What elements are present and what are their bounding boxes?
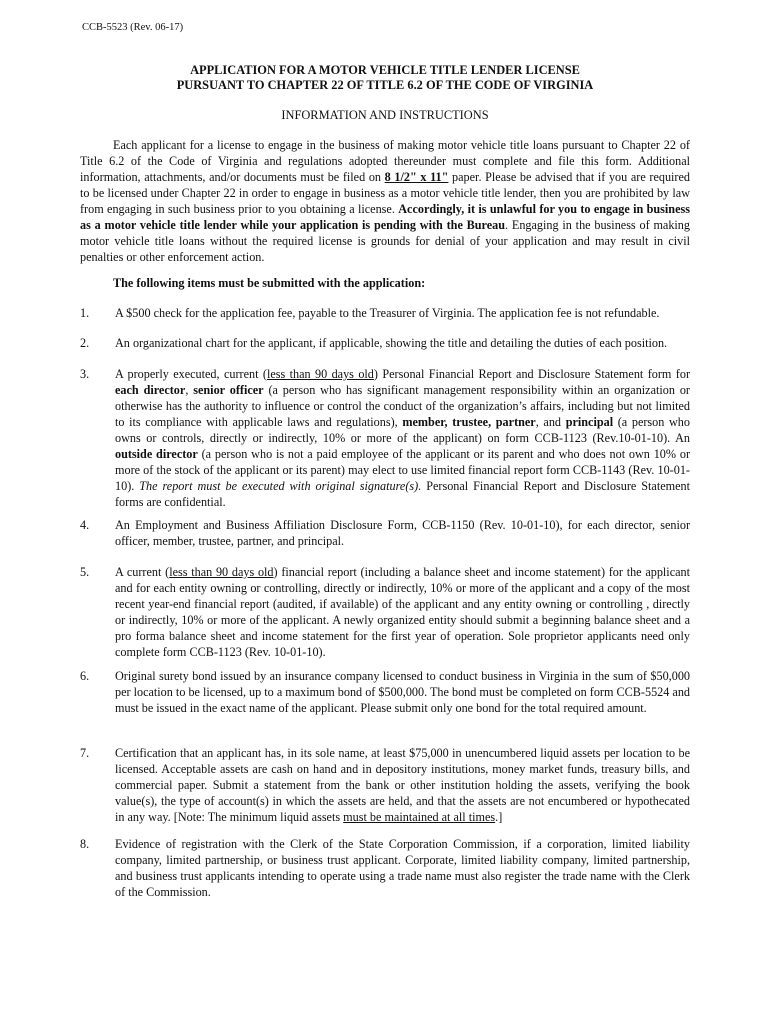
- item-number: 1.: [80, 306, 90, 320]
- item-text: Evidence of registration with the Clerk of the State Corporation Commission, if a corporation, limited liability company, limited partnership, or business trust applicant. Corporate, limited liability company, limited partnership, and business trust applicants intending to operate using a trade name must also register the trade name with the Clerk of the Commission.: [115, 837, 690, 899]
- item-text: A current (less than 90 days old) financial report (including a balance sheet and income statement) for the applicant and for each entity owning or controlling, directly or indirectly, 10% or more of the applicant and a copy of the most recent year-end financial report (audited, if available) of the applicant and any entity owning or controlling , directly or indirectly, 10% or more of the applicant. A newly organized entity should submit a beginning balance sheet and a pro forma balance sheet and income statement for the first year of operation. Sole proprietor applicants need only complete form CCB-1123 (Rev. 10-01-10).: [115, 565, 690, 659]
- item-text: An Employment and Business Affiliation Disclosure Form, CCB-1150 (Rev. 10-01-10), for each director, senior officer, member, trustee, partner, and principal.: [115, 518, 690, 548]
- paper-size: 8 1/2" x 11": [384, 170, 449, 184]
- title-line-2: PURSUANT TO CHAPTER 22 OF TITLE 6.2 OF THE CODE OF VIRGINIA: [176, 77, 594, 92]
- list-item: [80, 366, 690, 510]
- list-item: [80, 305, 690, 321]
- document-title: [80, 63, 690, 92]
- item-number: 7.: [80, 746, 90, 760]
- list-item: [80, 745, 690, 825]
- item-text: A $500 check for the application fee, payable to the Treasurer of Virginia. The application fee is not refundable.: [115, 306, 660, 320]
- item-number: 5.: [80, 565, 90, 579]
- item-number: 3.: [80, 367, 90, 381]
- unlawful-warning: Accordingly, it is unlawful for you to engage in business as a motor vehicle title lender while your application is pending with the Bureau: [80, 202, 690, 232]
- item-text: A properly executed, current (less than 90 days old) Personal Financial Report and Disclosure Statement form for each director, senior officer (a person who has significant management responsibility within an organization or otherwise has the authority to influence or control the conduct of the organization’s affairs, including but not limited to its compliance with applicable laws and regulations), member, trustee, partner, and principal (a person who owns or controls, directly or indirectly, 10% or more of the applicant) on form CCB-1123 (Rev.10-01-10). An outside director (a person who is not a paid employee of the applicant or its parent and who does not own 10% or more of the stock of the applicant or its parent) may elect to use limited financial report form CCB-1143 (Rev. 10-01-10). The report must be executed with original signature(s). Personal Financial Report and Disclosure Statement forms are confidential.: [115, 367, 690, 509]
- item-number: 4.: [80, 518, 90, 532]
- item-text: An organizational chart for the applicant, if applicable, showing the title and detailing the duties of each position.: [115, 336, 668, 350]
- item-number: 6.: [80, 669, 90, 683]
- section-heading: INFORMATION AND INSTRUCTIONS: [281, 108, 489, 122]
- form-number: CCB-5523 (Rev. 06-17): [82, 22, 184, 33]
- intro-paragraph: Each applicant for a license to engage in the business of making motor vehicle title loans pursuant to Chapter 22 of Title 6.2 of the Code of Virginia and regulations adopted thereunder must complete and file this form. Additional information, attachments, and/or documents must be filed on 8 1/2" x 11" paper. Please be advised that if you are required to be licensed under Chapter 22 in order to engage in business as a motor vehicle title lender, then you are prohibited by law from engaging in such business prior to you obtaining a license. Accordingly, it is unlawful for you to engage in business as a motor vehicle title lender while your application is pending with the Bureau. Engaging in the business of making motor vehicle title loans without the required license is grounds for denial of your application and may result in civil penalties or other enforcement action.: [80, 138, 690, 264]
- list-item: [80, 564, 690, 660]
- item-text: Original surety bond issued by an insurance company licensed to conduct business in Virginia in the sum of $50,000 per location to be licensed, up to a maximum bond of $500,000. The bond must be completed on form CCB-5524 and must be issued in the exact name of the applicant. Please submit only one bond for the total required amount.: [115, 669, 690, 715]
- list-item: [80, 836, 690, 900]
- item-number: 8.: [80, 837, 90, 851]
- list-item: [80, 668, 690, 716]
- title-line-1: APPLICATION FOR A MOTOR VEHICLE TITLE LENDER LICENSE: [190, 63, 580, 77]
- item-text: Certification that an applicant has, in its sole name, at least $75,000 in unencumbered liquid assets per location to be licensed. Acceptable assets are cash on hand and in depository institutions, money market funds, treasury bills, and commercial paper. Submit a statement from the bank or other institution holding the assets, verifying the book value(s), the type of account(s) in which the assets are held, and that the assets are not encumbered or hypothecated in any way. [Note: The minimum liquid assets must be maintained at all times.]: [115, 746, 690, 824]
- requirements-lead: The following items must be submitted with the application:: [113, 276, 426, 290]
- item-number: 2.: [80, 336, 90, 350]
- list-item: [80, 335, 690, 351]
- list-item: [80, 517, 690, 549]
